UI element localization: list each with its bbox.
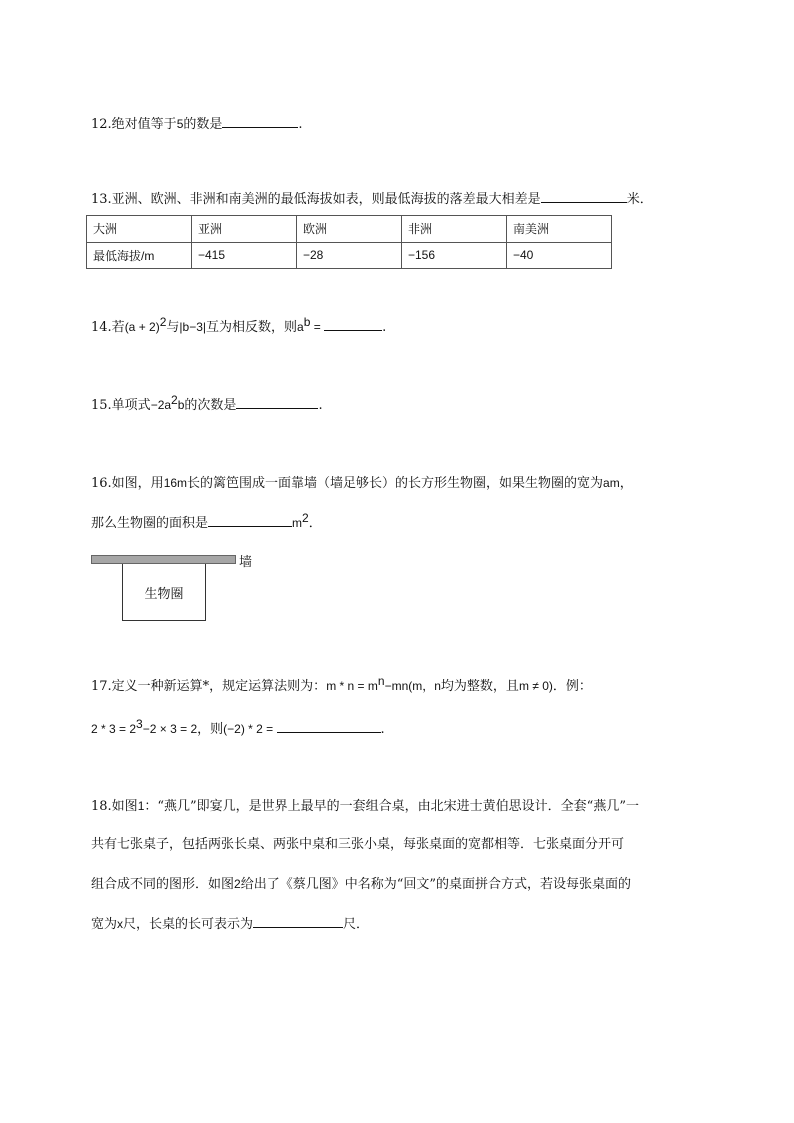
answer-blank[interactable] (253, 915, 343, 928)
answer-blank[interactable] (208, 514, 292, 527)
question-18-line-2: 共有七张桌子，包括两张长桌、两张中桌和三张小桌，每张桌面的宽都相等．七张桌面分开可 (91, 837, 625, 852)
biosphere-rectangle (122, 564, 206, 621)
question-12: 12.绝对值等于5的数是 . (91, 117, 303, 132)
question-18-line-3: 组合成不同的图形．如图2给出了《蔡几图》中名称为“回文”的桌面拼合方式，若设每张桌面的 (91, 877, 631, 892)
wall-label: 墙 (239, 555, 253, 570)
table-cell: −156 (402, 242, 507, 269)
table-cell: −415 (192, 242, 297, 269)
table-cell: −40 (507, 242, 612, 269)
question-14: 14.若$(a + 2)^2$与|b−3|互为相反数，则$a^b$ = . (91, 315, 387, 335)
question-17-line-1: 17.定义一种新运算*，规定运算法则为：$m * n = m^n-mn(m$，n均为整数，且m ≠ 0)．例： (91, 674, 592, 694)
biosphere-label: 生物圈 (144, 586, 184, 602)
question-15: 15.单项式$-2a^2b$的次数是 . (91, 393, 323, 413)
answer-blank[interactable] (236, 396, 318, 409)
question-18-line-1: 18.如图1：“燕几”即宴几，是世界上最早的一套组合桌，由北宋进士黄伯思设计．全套“燕几”一 (91, 799, 639, 814)
wall-diagram (91, 555, 236, 564)
table-row-label: 最低海拔/m (87, 242, 192, 269)
answer-blank[interactable] (541, 190, 627, 203)
table-row (87, 242, 612, 269)
answer-blank[interactable] (324, 318, 382, 331)
table-header-cell: 亚洲 (192, 216, 297, 243)
table-cell: −28 (297, 242, 402, 269)
table-header-cell: 南美洲 (507, 216, 612, 243)
question-17-line-2: $2 * 3 = 2^3-2 \times 3 = 2$，则(−2) * 2 = . (91, 717, 385, 737)
table-header-cell: 欧洲 (297, 216, 402, 243)
altitude-table (86, 215, 612, 269)
table-header-row (87, 216, 612, 243)
table-header-cell: 非洲 (402, 216, 507, 243)
question-18-line-4: 宽为x尺，长桌的长可表示为 尺． (91, 917, 370, 932)
answer-blank[interactable] (222, 115, 298, 128)
question-13: 13.亚洲、欧洲、非洲和南美洲的最低海拔如表，则最低海拔的落差最大相差是 米． (91, 192, 653, 207)
question-16-line-2: 那么生物圈的面积是 $m^2$． (91, 511, 322, 531)
answer-blank[interactable] (277, 720, 381, 733)
question-16-line-1: 16.如图，用16m长的篱笆围成一面靠墙（墙足够长）的长方形生物圈，如果生物圈的宽为am， (91, 476, 633, 491)
table-header-cell: 大洲 (87, 216, 192, 243)
